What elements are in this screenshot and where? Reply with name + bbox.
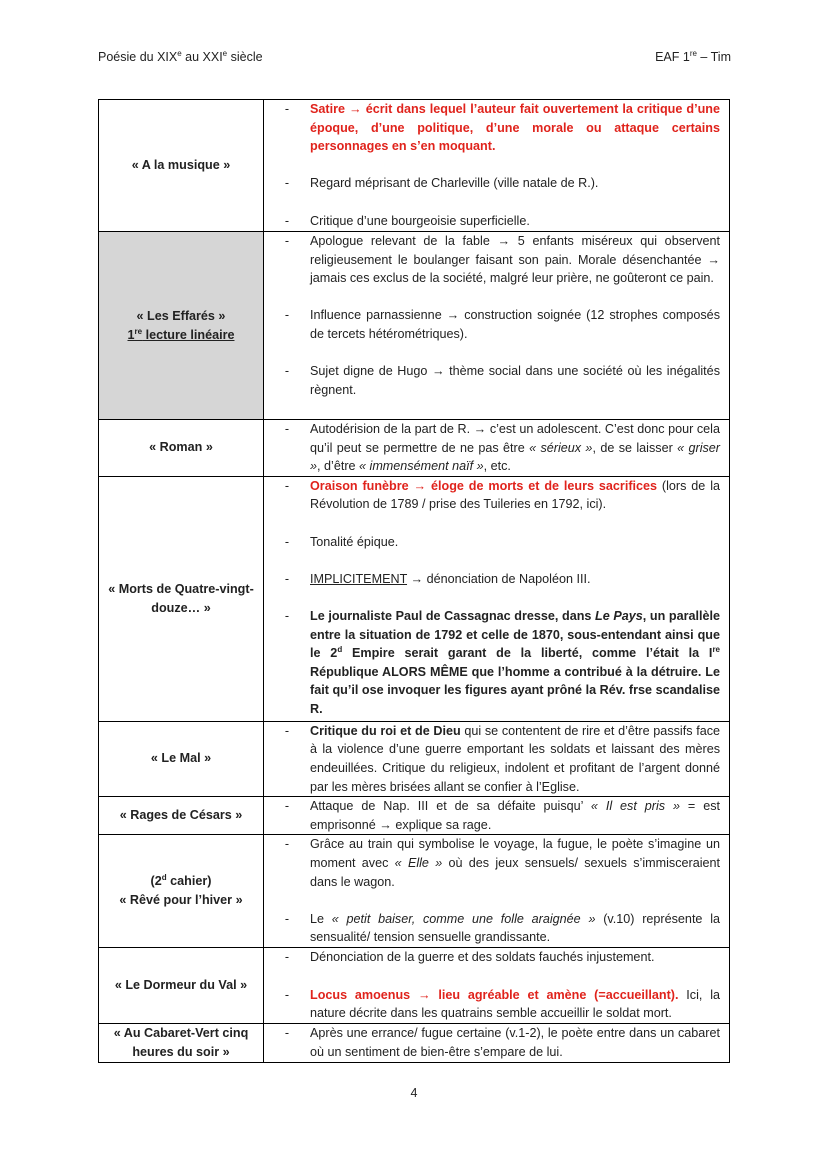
list-item: - Autodérision de la part de R. → c’est un adolescent. C’est donc pour cela qu’il peut se permettre de ne pas être « sérieux », de se laisser « griser », d’être « immensément naïf », etc. — [284, 422, 721, 474]
poem-notes — [264, 797, 730, 835]
list-item: - IMPLICITEMENT → dénonciation de Napoléon III. — [284, 571, 591, 586]
table-row — [99, 420, 730, 477]
list-item: - Le « petit baiser, comme une folle araignée » (v.10) représente la sensualité/ tension sensuelle grandissante. — [284, 911, 721, 945]
list-item: - Apologue relevant de la fable → 5 enfants miséreux qui observent religieusement le boulanger faisant son pain. Morale désenchantée → jamais ces exclus de la société, malgré leur prière, ne goûteront ce pain. — [284, 234, 720, 286]
table-row — [99, 721, 730, 796]
list-item: - Le journaliste Paul de Cassagnac dresse, dans Le Pays, un parallèle entre la situation de 1792 et celle de 1870, sous-entendant ainsi que le 2$^d$ Empire serait garant de la liberté, comme l’était la Ire République ALORS MÊME que l’homme a contribué à la détruire. Le fait qu’il ose invoquer les figures ayant prôné la Rév. frse scandalise R. — [284, 608, 720, 716]
poem-table — [98, 99, 730, 1063]
table-row — [99, 476, 730, 721]
poem-notes — [264, 476, 730, 721]
poem-title: « Les Effarés » 1re lecture linéaire — [99, 232, 264, 420]
poem-notes — [264, 100, 730, 232]
list-item: - Critique d’une bourgeoisie superficielle. — [284, 213, 530, 228]
list-item: - Grâce au train qui symbolise le voyage, la fugue, le poète s’imagine un moment avec « Elle » où des jeux sensuels/ sexuels s’immisceraient dans le wagon. — [284, 837, 720, 889]
list-item: - Attaque de Nap. III et de sa défaite puisqu’ « Il est pris » = est emprisonné → explique sa rage. — [284, 799, 721, 832]
table-row — [99, 797, 730, 835]
poem-notes — [264, 1024, 730, 1063]
list-item: - Regard méprisant de Charleville (ville natale de R.). — [284, 176, 599, 191]
list-item: - Satire → écrit dans lequel l’auteur fait ouvertement la critique d’une époque, d’une politique, d’une morale ou attaque certains personnages en s’en moquant. — [284, 102, 720, 154]
poem-title: « Roman » — [99, 420, 264, 477]
poem-title: « Morts de Quatre-vingt-douze… » — [99, 476, 264, 721]
poem-notes — [264, 232, 730, 420]
poem-title: (2$^d$ cahier) « Rêvé pour l’hiver » — [99, 835, 264, 948]
poem-notes — [264, 721, 730, 796]
table-row — [99, 835, 730, 948]
poem-title: « Rages de Césars » — [99, 797, 264, 835]
poem-title: « Le Dormeur du Val » — [99, 948, 264, 1024]
table-row — [99, 232, 730, 420]
poem-title: « Au Cabaret-Vert cinq heures du soir » — [99, 1024, 264, 1063]
page-number: 4 — [410, 1086, 418, 1100]
list-item: - Influence parnassienne → construction soignée (12 strophes composés de tercets hétérométriques). — [284, 308, 720, 341]
list-item: - Locus amoenus → lieu agréable et amène (=accueillant). Ici, la nature décrite dans les quatrains semble accueillir le soldat mort. — [284, 987, 720, 1021]
poem-title: « Le Mal » — [99, 721, 264, 796]
header-right: EAF 1re – Tim — [655, 48, 731, 64]
list-item: - Après une errance/ fugue certaine (v.1-2), le poète entre dans un cabaret où un sentiment de bien-être s’empare de lui. — [284, 1026, 720, 1059]
table-row — [99, 1024, 730, 1063]
list-item: - Oraison funèbre → éloge de morts et de leurs sacrifices (lors de la Révolution de 1789 / prise des Tuileries en 1792, ici). — [284, 478, 721, 512]
header-left: Poésie du XIXe au XXIe siècle — [98, 48, 263, 64]
list-item: - Tonalité épique. — [284, 534, 399, 549]
poem-notes — [264, 835, 730, 948]
list-item: - Dénonciation de la guerre et des soldats fauchés injustement. — [284, 950, 655, 965]
table-row — [99, 100, 730, 232]
poem-notes — [264, 948, 730, 1024]
table-row — [99, 948, 730, 1024]
list-item: - Sujet digne de Hugo → thème social dans une société où les inégalités règnent. — [284, 364, 720, 397]
list-item: - Critique du roi et de Dieu qui se contentent de rire et d’être passifs face à la violence d’une guerre emportant les soldats et laissant des mères endeuillées. Critique du religieux, indolent et profitant de l’argent donné par les mères brisées allant se confier à l’Eglise. — [284, 723, 720, 794]
poem-title: « A la musique » — [99, 100, 264, 232]
poem-notes — [264, 420, 730, 477]
